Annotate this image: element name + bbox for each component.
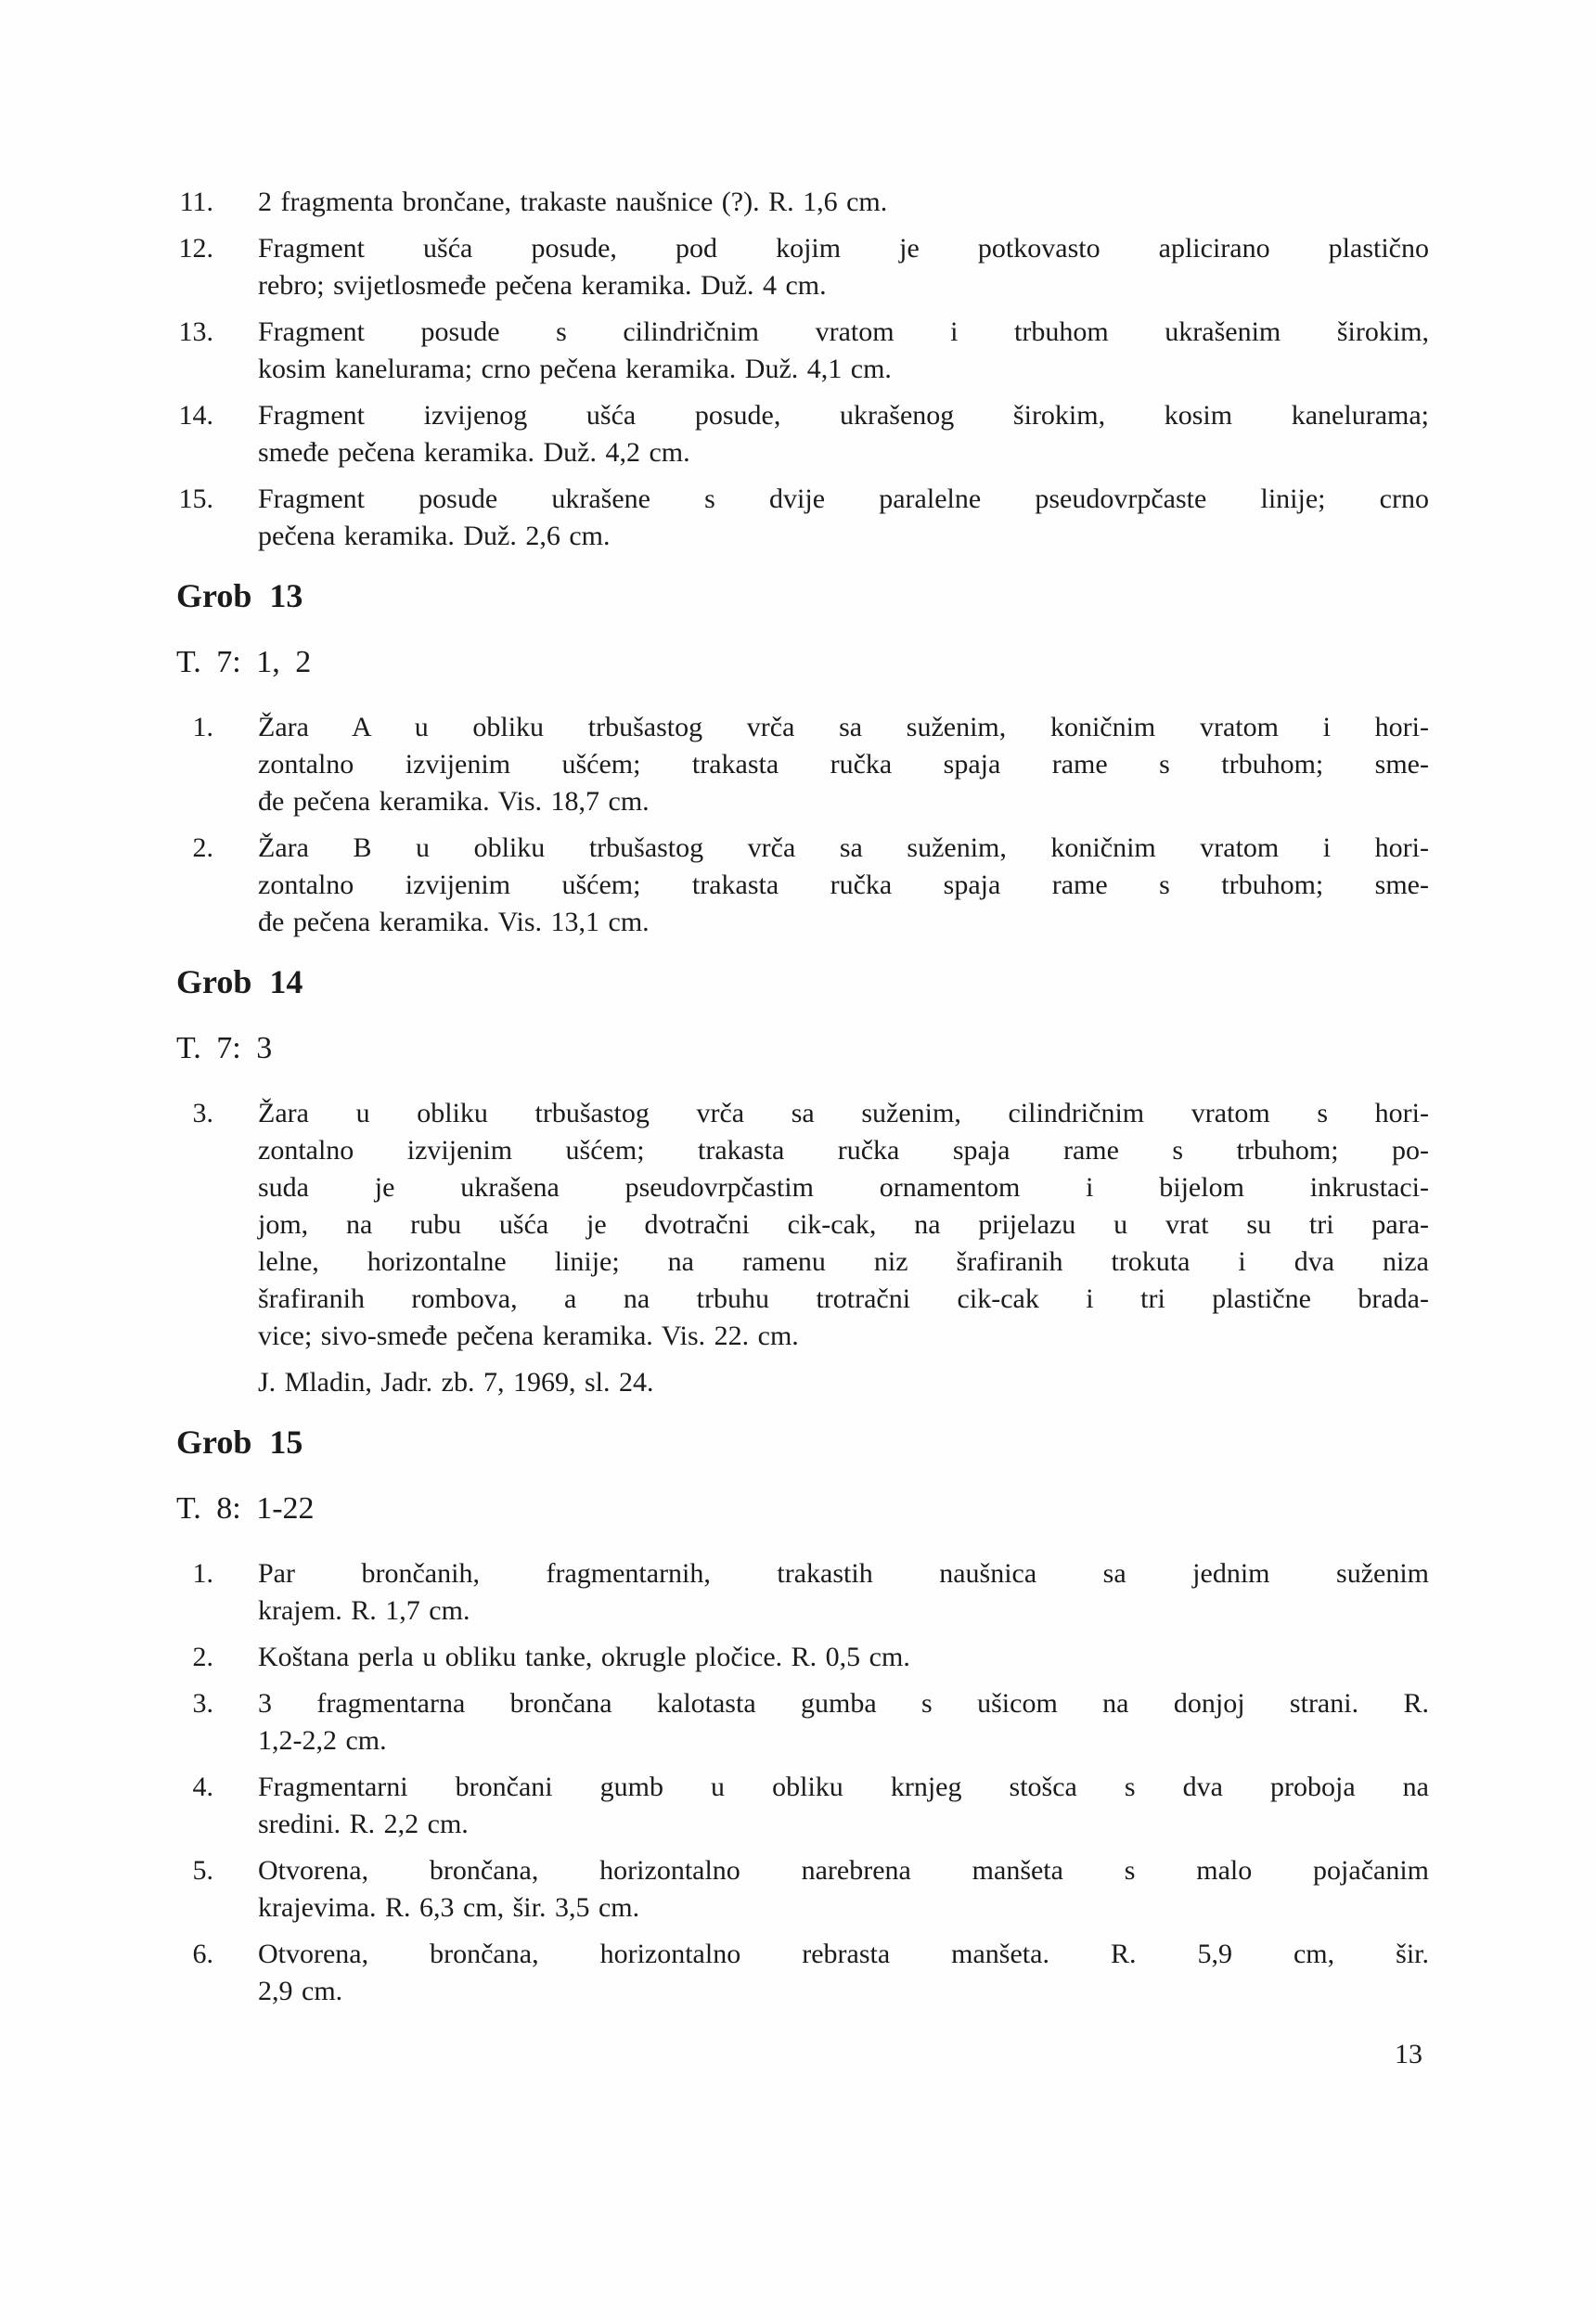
item-number: 4.	[192, 1772, 213, 1802]
plate-reference: T. 7: 3	[176, 1031, 273, 1065]
item-text: Žara A u obliku trbušastog vrča sa suženim, koničnim vratom i hori- zontalno izvijenim ušćem; trakasta ručka spaja rame s trbuhom; sme- đe pečena keramika. Vis. 18,7 cm.	[258, 712, 1429, 817]
item-text: Par brončanih, fragmentarnih, trakastih naušnica sa jednim suženim krajem. R. 1,7 cm.	[258, 1558, 1429, 1626]
catalog-item	[176, 1555, 1429, 1630]
item-number: 11.	[179, 187, 213, 217]
grave-heading-grob-14: Grob 14	[176, 963, 303, 1000]
catalog-list-grob-14	[176, 1095, 1429, 1401]
catalog-item	[176, 830, 1429, 941]
item-number: 14.	[178, 400, 213, 431]
catalog-item	[176, 1769, 1429, 1843]
item-number: 5.	[192, 1855, 213, 1886]
catalog-item	[176, 1685, 1429, 1759]
catalog-item	[176, 397, 1429, 471]
catalog-item	[176, 709, 1429, 820]
catalog-list-grob-13	[176, 709, 1429, 941]
item-text: Otvorena, brončana, horizontalno narebrena manšeta s malo pojačanim krajevima. R. 6,3 cm, šir. 3,5 cm.	[258, 1855, 1429, 1923]
catalog-list-continued	[176, 184, 1429, 555]
item-text: 2 fragmenta brončane, trakaste naušnice (?). R. 1,6 cm.	[258, 187, 888, 217]
item-number: 2.	[192, 1642, 213, 1672]
catalog-item	[176, 1095, 1429, 1355]
item-text: Fragment izvijenog ušća posude, ukrašenog širokim, kosim kanelurama; smeđe pečena keramika. Duž. 4,2 cm.	[258, 400, 1429, 468]
item-number: 1.	[192, 712, 213, 742]
item-text: Koštana perla u obliku tanke, okrugle pločice. R. 0,5 cm.	[258, 1642, 910, 1672]
catalog-item	[176, 314, 1429, 388]
item-text: Žara u obliku trbušastog vrča sa suženim, cilindričnim vratom s hori- zontalno izvijenim ušćem; trakasta ručka spaja rame s trbuhom; po- suda je ukrašena pseudovrpčastim ornamentom i bijelom inkrustaci- jom, na rubu ušća je dvotračni cik-cak, na prijelazu u vrat su tri para- lelne, horizontalne linije; na ramenu niz šrafiranih trokuta i dva niza šrafiranih rombova, a na trbuhu trotračni cik-cak i tri plastične brada- vice; sivo-smeđe pečena keramika. Vis. 22. cm.	[258, 1098, 1429, 1351]
item-number: 15.	[178, 483, 213, 514]
page-content	[176, 184, 1429, 2019]
page-number: 13	[1395, 2039, 1422, 2069]
item-text: 3 fragmentarna brončana kalotasta gumba s ušicom na donjoj strani. R. 1,2-2,2 cm.	[258, 1688, 1429, 1756]
item-number: 2.	[192, 832, 213, 863]
grave-heading-grob-13: Grob 13	[176, 577, 303, 614]
catalog-item	[176, 230, 1429, 304]
item-text: Žara B u obliku trbušastog vrča sa suženim, koničnim vratom i hori- zontalno izvijenim ušćem; trakasta ručka spaja rame s trbuhom; sme- đe pečena keramika. Vis. 13,1 cm.	[258, 832, 1429, 937]
item-number: 3.	[192, 1688, 213, 1719]
item-number: 3.	[192, 1098, 213, 1128]
catalog-item	[176, 481, 1429, 555]
item-number: 1.	[192, 1558, 213, 1589]
grave-heading-grob-15: Grob 15	[176, 1424, 303, 1461]
catalog-item	[176, 1852, 1429, 1927]
citation: J. Mladin, Jadr. zb. 7, 1969, sl. 24.	[258, 1367, 654, 1398]
item-number: 13.	[178, 316, 213, 347]
plate-reference: T. 8: 1-22	[176, 1491, 315, 1526]
item-text: Fragment posude s cilindričnim vratom i trbuhom ukrašenim širokim, kosim kanelurama; crno pečena keramika. Duž. 4,1 cm.	[258, 316, 1429, 384]
catalog-item	[176, 184, 1429, 221]
item-text: Fragment posude ukrašene s dvije paralelne pseudovrpčaste linije; crno pečena keramika. Duž. 2,6 cm.	[258, 483, 1429, 551]
item-text: Fragmentarni brončani gumb u obliku krnjeg stošca s dva proboja na sredini. R. 2,2 cm.	[258, 1772, 1429, 1839]
catalog-item	[176, 1936, 1429, 2010]
item-number: 6.	[192, 1939, 213, 1969]
plate-reference: T. 7: 1, 2	[176, 645, 312, 679]
catalog-item	[176, 1639, 1429, 1676]
item-text: Fragment ušća posude, pod kojim je potkovasto aplicirano plastično rebro; svijetlosmeđe pečena keramika. Duž. 4 cm.	[258, 233, 1429, 301]
item-number: 12.	[178, 233, 213, 264]
item-text: Otvorena, brončana, horizontalno rebrasta manšeta. R. 5,9 cm, šir. 2,9 cm.	[258, 1939, 1429, 2006]
catalog-list-grob-15	[176, 1555, 1429, 2010]
